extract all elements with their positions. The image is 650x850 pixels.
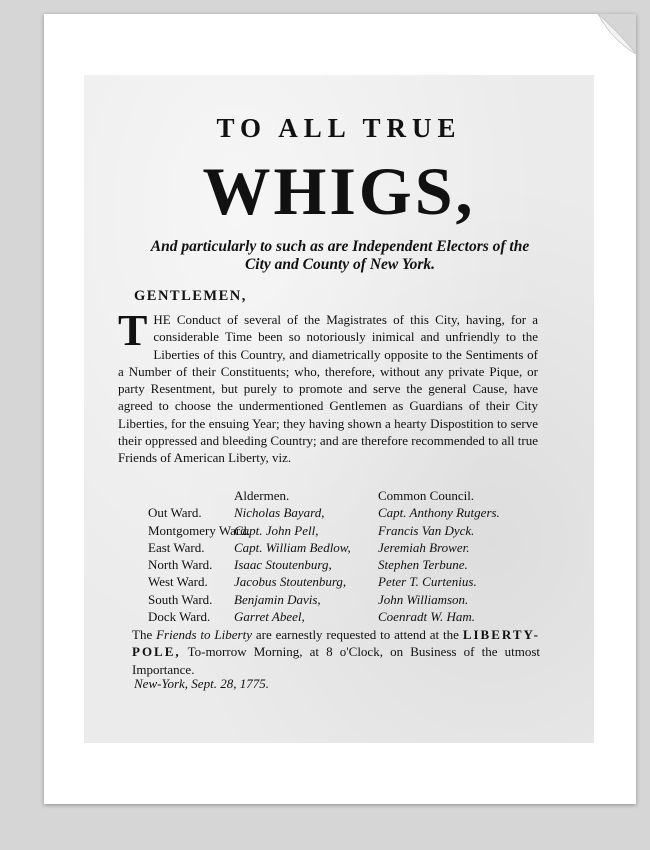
drop-cap: T bbox=[118, 306, 148, 355]
aldermen-header: Aldermen. bbox=[234, 488, 290, 503]
page-curl-corner bbox=[598, 14, 636, 54]
council-name: Francis Van Dyck. bbox=[378, 522, 475, 538]
table-row bbox=[148, 556, 558, 573]
subtitle-line-1: And particularly to such as are Independent Electors of the bbox=[150, 238, 530, 255]
table-row bbox=[148, 539, 558, 556]
table-header bbox=[148, 487, 558, 504]
title-line-1: TO ALL TRUE bbox=[216, 113, 462, 143]
alderman-name: Capt. William Bedlow, bbox=[234, 539, 351, 555]
body-paragraph bbox=[118, 306, 538, 467]
salutation: GENTLEMEN, bbox=[134, 288, 247, 304]
alderman-name: Benjamin Davis, bbox=[234, 591, 321, 607]
council-name: Coenradt W. Ham. bbox=[378, 609, 476, 625]
ward-name: Montgomery Ward. bbox=[148, 522, 250, 538]
meeting-notice bbox=[132, 626, 540, 678]
ward-name: Out Ward. bbox=[148, 505, 202, 521]
alderman-name: Garret Abeel, bbox=[234, 609, 305, 625]
subtitle-line-2: City and County of New York. bbox=[244, 256, 436, 273]
council-name: Peter T. Curtenius. bbox=[378, 574, 477, 590]
council-name: Capt. Anthony Rutgers. bbox=[378, 505, 500, 521]
ward-name: Dock Ward. bbox=[148, 609, 211, 625]
alderman-name: Jacobus Stoutenburg, bbox=[234, 574, 347, 590]
council-name: Stephen Terbune. bbox=[378, 557, 468, 573]
table-row bbox=[148, 522, 558, 539]
notice-pre: The bbox=[132, 627, 153, 642]
ward-name: East Ward. bbox=[148, 539, 205, 555]
alderman-name: Isaac Stoutenburg, bbox=[234, 557, 332, 573]
title-line-2: WHIGS, bbox=[202, 153, 476, 229]
council-name: Jeremiah Brower. bbox=[378, 539, 470, 555]
notice-post: To-morrow Morning, at 8 o'Clock, on Business of the utmost Importance. bbox=[132, 644, 541, 677]
subtitle bbox=[110, 238, 570, 274]
dateline: New-York, Sept. 28, 1775. bbox=[134, 676, 269, 691]
notice-mid: are earnestly requested to attend at the bbox=[255, 627, 459, 642]
table-row bbox=[148, 591, 558, 608]
ward-name: North Ward. bbox=[148, 557, 213, 573]
alderman-name: Capt. John Pell, bbox=[234, 522, 319, 538]
body-text: HE Conduct of several of the Magistrates of this City, having, for a considerable Time been so notoriously inimical and unfriendly to the Liberties of this Country, and diametrically opposite to the Sentiments of a Number of their Constituents; who, therefore, without any private Pique, or party Resentment, but purely to promote and serve the general Cause, have agreed to choose the undermentioned Gentlemen as Guardians of their City Liberties, for the ensuing Year; they having shown a hearty Dispostition to serve their oppressed and bleeding Country; and are therefore recommended to all true Friends of American Liberty, viz. bbox=[118, 312, 538, 466]
council-header: Common Council. bbox=[378, 488, 475, 503]
notice-friends: Friends to Liberty bbox=[156, 627, 252, 642]
table-row bbox=[148, 573, 558, 590]
council-name: John Williamson. bbox=[378, 591, 469, 607]
ward-name: South Ward. bbox=[148, 591, 213, 607]
ward-name: West Ward. bbox=[148, 574, 208, 590]
alderman-name: Nicholas Bayard, bbox=[234, 505, 325, 521]
table-row bbox=[148, 504, 558, 521]
candidates-table bbox=[148, 487, 558, 625]
table-row bbox=[148, 608, 558, 625]
notice-liberty-pole: LIBERTY-POLE, bbox=[132, 627, 541, 660]
broadside-document bbox=[84, 75, 594, 743]
